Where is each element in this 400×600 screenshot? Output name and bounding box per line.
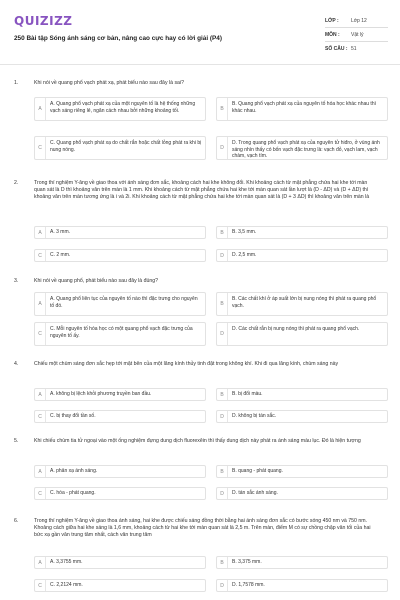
option-c[interactable] (34, 410, 206, 423)
option-text: D. không bị tán sắc. (232, 413, 277, 420)
worksheet-meta (325, 14, 388, 55)
option-c[interactable] (34, 249, 206, 262)
option-letter: B (217, 466, 228, 477)
option-b[interactable] (216, 465, 388, 478)
option-letter: A (35, 557, 46, 568)
option-text: C. 2 mm. (50, 252, 71, 259)
worksheet-header (0, 0, 400, 62)
question-text: Chiếu một chùm sáng đơn sắc hẹp tới mặt bên của một lăng kính thủy tinh đặt trong không khí. Khi đi qua lăng kính, chùm sáng này (34, 361, 339, 367)
question-number: 3. (14, 278, 19, 284)
option-text: A. Quang phổ vạch phát xạ của một nguyên tố là hệ thống những vạch sáng riêng lẻ, ngăn cách nhau bởi những khoảng tối. (50, 101, 196, 114)
option-letter: A (35, 293, 46, 315)
meta-value: Vật lý (351, 31, 364, 38)
option-a[interactable] (34, 292, 206, 316)
meta-value: Lớp 12 (351, 17, 367, 24)
option-c[interactable] (34, 322, 206, 346)
option-b[interactable] (216, 226, 388, 239)
option-text: D. 1,7578 mm. (232, 582, 265, 589)
option-text: B. bị đổi màu. (232, 391, 263, 398)
option-letter: D (217, 411, 228, 422)
option-text: B. 3,5 mm. (232, 229, 257, 236)
header-divider (0, 64, 400, 65)
option-letter: B (217, 293, 228, 315)
meta-row-class (325, 14, 388, 28)
option-c[interactable] (34, 579, 206, 592)
option-text: A. 3,3755 mm. (50, 559, 83, 566)
meta-key: LỚP : (325, 17, 339, 24)
option-text: A. Quang phổ liên tục của nguyên tố nào thì đặc trưng cho nguyên tố đó. (50, 296, 198, 309)
meta-key: MÔN : (325, 31, 340, 38)
option-text: C. Mỗi nguyên tố hóa học có một quang phổ vạch đặc trưng của nguyên tố ấy. (50, 326, 193, 339)
option-d[interactable] (216, 249, 388, 262)
option-letter: C (35, 411, 46, 422)
option-letter: B (217, 98, 228, 120)
option-text: A. phản xạ ánh sáng. (50, 468, 98, 475)
option-letter: C (35, 580, 46, 591)
question-text: Khi nói về quang phổ vạch phát xạ, phát biểu nào sau đây là sai? (34, 80, 184, 86)
option-letter: C (35, 323, 46, 345)
quizizz-logo: QUIZIZZ (14, 14, 73, 28)
question-text: Trong thí nghiệm Y-âng về giao thoa với ánh sáng đơn sắc, khoảng cách hai khe không đổi. Khi khoảng cách từ mặt phẳng chứa hai khe tới màn quan sát là D thì khoảng vân trên màn là 1 mm. Khi khoảng cách từ mặt phẳng chứa hai khe tới màn quan sát lần lượt là (D - ΔD) và (D + ΔD) thì khoảng vân trên màn tương ứng là i và 2i. Khi khoảng cách từ mặt phẳng chứa hai khe tới màn quan sát là (D + 3 ΔD) thì khoảng vân trên màn là (34, 180, 370, 200)
option-letter: B (217, 389, 228, 400)
option-letter: B (217, 227, 228, 238)
option-text: D. Trong quang phổ vạch phát xạ của nguyên tử hiđro, ở vùng ánh sáng nhìn thấy có bốn vạch đặc trưng là: vạch đỏ, vạch lam, vạch chàm, vạch tím. (232, 140, 380, 160)
meta-row-count (325, 42, 388, 55)
option-b[interactable] (216, 97, 388, 121)
option-text: A. 3 mm. (50, 229, 71, 236)
option-text: B. quang - phát quang. (232, 468, 283, 475)
option-text: C. hóa - phát quang. (50, 490, 96, 497)
option-letter: A (35, 98, 46, 120)
option-letter: A (35, 466, 46, 477)
option-d[interactable] (216, 487, 388, 500)
option-text: C. 2,2124 mm. (50, 582, 83, 589)
question-number: 4. (14, 361, 19, 367)
option-d[interactable] (216, 579, 388, 592)
question-text: Khi nói về quang phổ, phát biểu nào sau đây là đúng? (34, 278, 159, 284)
option-a[interactable] (34, 465, 206, 478)
option-letter: C (35, 137, 46, 159)
question-number: 6. (14, 518, 19, 524)
option-a[interactable] (34, 226, 206, 239)
meta-key: SỐ CÂU : (325, 45, 348, 52)
option-text: D. tán sắc ánh sáng. (232, 490, 278, 497)
question-number: 1. (14, 80, 19, 86)
option-text: B. 3,375 mm. (232, 559, 262, 566)
option-c[interactable] (34, 136, 206, 160)
option-text: B. Các chất khí ở áp suất lớn bị nung nóng thì phát ra quang phổ vạch. (232, 296, 377, 309)
option-text: D. 2,5 mm. (232, 252, 257, 259)
option-letter: A (35, 389, 46, 400)
option-text: D. Các chất rắn bị nung nóng thì phát ra quang phổ vạch. (232, 326, 360, 332)
question-number: 2. (14, 180, 19, 186)
question-number: 5. (14, 438, 19, 444)
option-d[interactable] (216, 136, 388, 160)
option-a[interactable] (34, 388, 206, 401)
option-b[interactable] (216, 556, 388, 569)
option-letter: A (35, 227, 46, 238)
option-letter: C (35, 488, 46, 499)
meta-row-subject (325, 28, 388, 42)
option-letter: D (217, 488, 228, 499)
option-letter: C (35, 250, 46, 261)
option-a[interactable] (34, 97, 206, 121)
option-letter: B (217, 557, 228, 568)
option-text: A. không bị lệch khỏi phương truyền ban đầu. (50, 391, 152, 398)
worksheet-title: 250 Bài tập Sóng ánh sáng cơ bản, nâng cao cực hay có lời giải (P4) (14, 35, 222, 42)
option-letter: D (217, 250, 228, 261)
question-text: Trong thí nghiệm Y-âng về giao thoa ánh sáng, hai khe được chiếu sáng đồng thời bằng hai ánh sáng đơn sắc có bước sóng 450 nm và 750 nm. Khoảng cách giữa hai khe sáng là 1,6 mm, khoảng cách từ hai khe tới màn quan sát là 2,5 m. Trên màn, điểm M có sự chồng chập vân tối của hai bức xạ gần vân trung tâm nhất, cách vân trung tâm (34, 518, 371, 538)
option-text: C. Quang phổ vạch phát xạ do chất rắn hoặc chất lỏng phát ra khi bị nung nóng. (50, 140, 202, 153)
meta-value: 51 (351, 45, 357, 52)
option-letter: D (217, 323, 228, 345)
option-d[interactable] (216, 322, 388, 346)
option-letter: D (217, 580, 228, 591)
option-text: C. bị thay đổi tần số. (50, 413, 96, 420)
question-text: Khi chiếu chùm tia tử ngoại vào một ống nghiệm đựng dung dịch fluorexêin thì thấy dung dịch này phát ra ánh sáng màu lục. Đó là hiện tượng (34, 438, 361, 444)
option-letter: D (217, 137, 228, 159)
option-d[interactable] (216, 410, 388, 423)
option-text: B. Quang phổ vạch phát xạ của nguyên tố hóa học khác nhau thì khác nhau. (232, 101, 376, 114)
option-c[interactable] (34, 487, 206, 500)
option-a[interactable] (34, 556, 206, 569)
option-b[interactable] (216, 388, 388, 401)
option-b[interactable] (216, 292, 388, 316)
